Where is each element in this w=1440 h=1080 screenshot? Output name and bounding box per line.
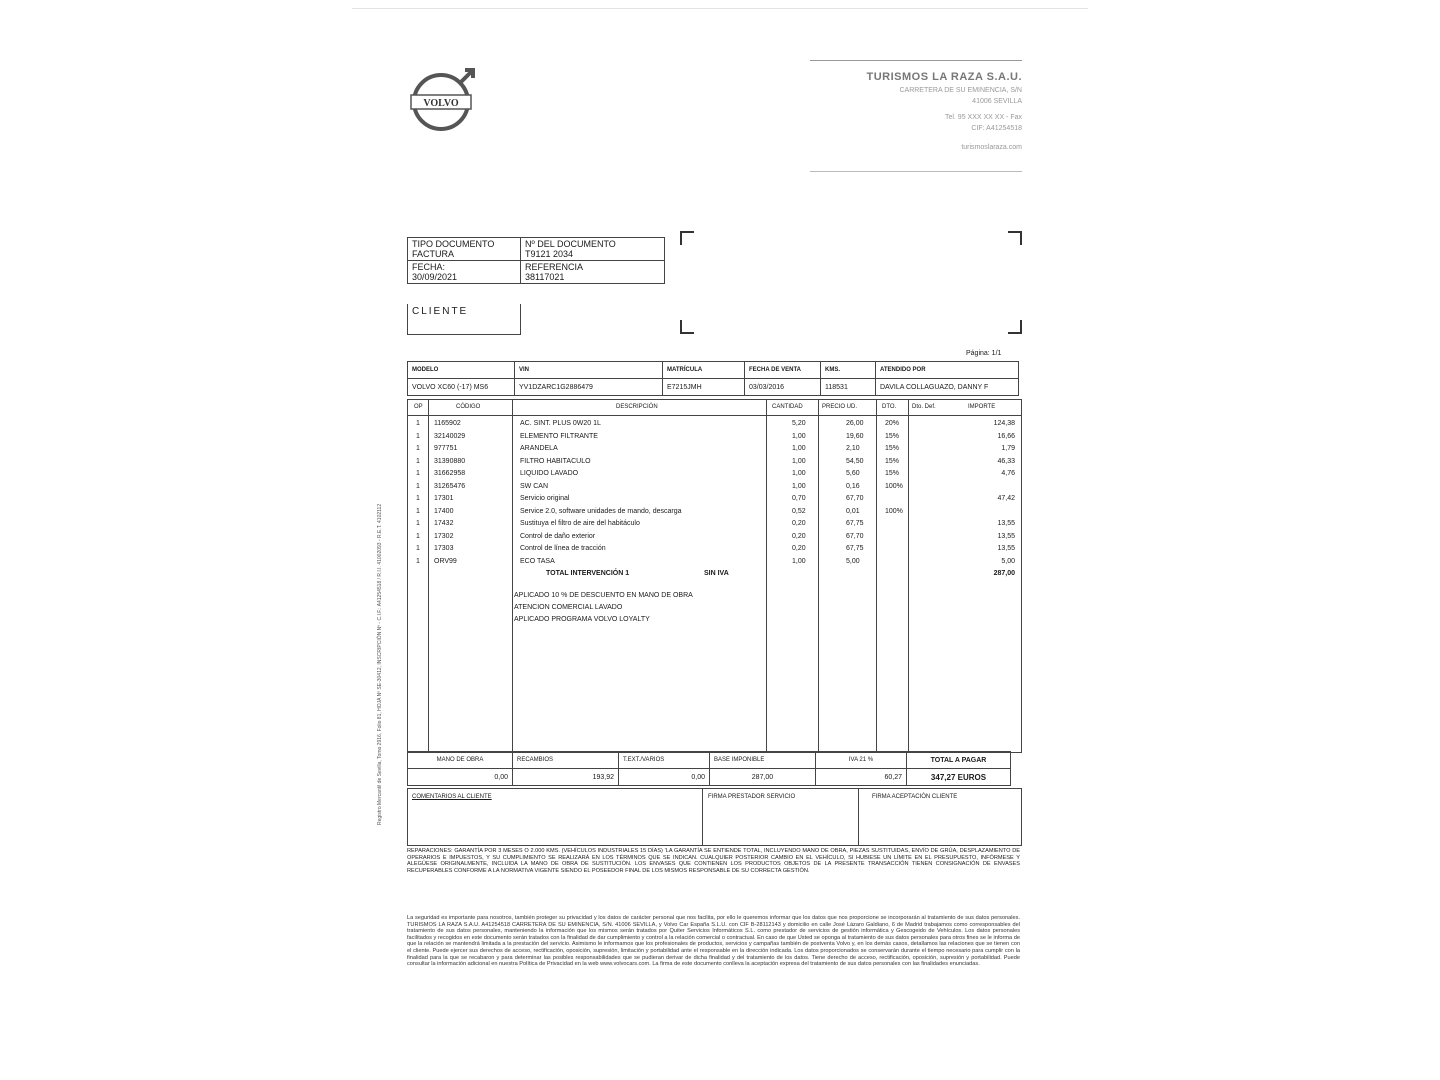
address-corner-tr xyxy=(1008,231,1022,245)
tot-header-mano-obra: MANO DE OBRA xyxy=(408,752,513,769)
line-codigo: 17301 xyxy=(434,495,454,502)
tot-total: 347,27 EUROS xyxy=(907,769,1011,786)
line-op: 1 xyxy=(416,507,420,515)
total-intervencion-row xyxy=(408,570,1021,582)
note-loyalty: APLICADO PROGRAMA VOLVO LOYALTY xyxy=(514,616,650,623)
line-descripcion: Servicio original xyxy=(520,495,570,502)
line-codigo: ORV99 xyxy=(434,557,457,565)
line-descripcion: ARANDELA xyxy=(520,445,558,452)
cliente-firma-cell xyxy=(868,789,961,845)
line-op: 1 xyxy=(416,432,420,440)
address-corner-br xyxy=(1008,320,1022,334)
veh-kms: 118531 xyxy=(821,379,876,396)
tot-header-text-varios: T.EXT./VARIOS xyxy=(619,752,710,769)
company-phone: Tel. 95 XXX XX XX - Fax xyxy=(944,114,1022,121)
line-dto: 100% xyxy=(885,507,903,515)
line-op: 1 xyxy=(416,445,420,452)
line-descripcion: FILTRO HABITACULO xyxy=(520,457,591,465)
line-dto: 100% xyxy=(885,482,903,490)
veh-header-kms: KMS. xyxy=(821,362,876,379)
line-importe: 16,66 xyxy=(997,432,1015,440)
line-op: 1 xyxy=(416,457,420,465)
line-dto: 15% xyxy=(885,457,900,465)
line-item-row xyxy=(408,545,1021,557)
page-number: Página: 1/1 xyxy=(966,350,1002,357)
veh-modelo: VOLVO XC60 (-17) MS6 xyxy=(408,379,515,396)
line-importe: 124,38 xyxy=(993,420,1015,427)
lines-header-precio: PRECIO UD. xyxy=(822,404,858,410)
line-precio: 26,00 xyxy=(846,420,864,427)
referencia-label: REFERENCIA xyxy=(525,262,584,272)
line-items-table xyxy=(407,399,1022,753)
line-descripcion: Control de daño exterior xyxy=(520,532,596,540)
line-item-row xyxy=(408,495,1021,507)
company-name: TURISMOS LA RAZA S.A.U. xyxy=(866,71,1022,83)
lines-header-cantidad: CANTIDAD xyxy=(772,404,803,410)
line-precio: 19,60 xyxy=(846,432,864,440)
page-top-rule xyxy=(352,8,1088,9)
lines-header-importe: IMPORTE xyxy=(968,404,996,410)
total-intervencion-value: 287,00 xyxy=(993,570,1015,577)
cliente-label: CLIENTE xyxy=(412,306,469,317)
total-sin-iva-label: SIN IVA xyxy=(704,570,729,577)
lines-header-op: OP xyxy=(414,404,423,410)
line-descripcion: LIQUIDO LAVADO xyxy=(520,470,579,477)
total-intervencion-label: TOTAL INTERVENCIÓN 1 xyxy=(546,570,630,577)
line-codigo: 31390880 xyxy=(434,457,466,465)
lines-header-dto-def: Dto. Def. xyxy=(912,404,936,410)
line-descripcion: Control de línea de tracción xyxy=(520,545,606,552)
line-importe: 5,00 xyxy=(1001,557,1015,565)
veh-header-vin: VIN xyxy=(515,362,663,379)
line-item-row xyxy=(408,470,1021,482)
line-codigo: 17302 xyxy=(434,532,454,540)
line-cantidad: 1,00 xyxy=(792,557,806,565)
line-importe: 13,55 xyxy=(997,520,1015,527)
document-info-table xyxy=(407,237,665,284)
line-codigo: 17400 xyxy=(434,507,454,515)
note-descuento: APLICADO 10 % DE DESCUENTO EN MANO DE OBRA xyxy=(514,592,693,599)
line-cantidad: 0,20 xyxy=(792,532,806,540)
line-cantidad: 1,00 xyxy=(792,445,806,452)
line-precio: 5,00 xyxy=(846,557,860,565)
veh-header-matricula: MATRÍCULA xyxy=(663,362,745,379)
line-cantidad: 5,20 xyxy=(792,420,806,427)
line-precio: 0,16 xyxy=(846,482,860,490)
prestador-label: FIRMA PRESTADOR SERVICIO xyxy=(708,794,796,800)
tipo-documento-value: FACTURA xyxy=(412,249,455,259)
comentarios-cell xyxy=(408,789,703,845)
line-codigo: 977751 xyxy=(434,445,458,452)
cliente-box xyxy=(407,304,521,335)
company-email: turismoslaraza.com xyxy=(961,144,1022,151)
line-op: 1 xyxy=(416,470,420,477)
prestador-cell xyxy=(704,789,859,845)
line-importe: 46,33 xyxy=(997,457,1015,465)
line-precio: 5,60 xyxy=(846,470,860,477)
line-precio: 67,75 xyxy=(846,520,864,527)
line-precio: 67,70 xyxy=(846,532,864,540)
veh-header-modelo: MODELO xyxy=(408,362,515,379)
tot-header-iva: IVA 21 % xyxy=(816,752,907,769)
numero-documento-label: Nº DEL DOCUMENTO xyxy=(525,239,616,249)
line-codigo: 1165902 xyxy=(434,420,461,427)
line-item-row xyxy=(408,533,1021,545)
logo-text: VOLVO xyxy=(423,98,459,109)
veh-header-atendido: ATENDIDO POR xyxy=(876,362,1019,379)
signature-box xyxy=(407,788,1022,846)
line-codigo: 17303 xyxy=(434,545,454,552)
line-precio: 67,70 xyxy=(846,495,864,502)
line-precio: 54,50 xyxy=(846,457,864,465)
cliente-firma-label: FIRMA ACEPTACIÓN CLIENTE xyxy=(872,794,958,800)
line-precio: 2,10 xyxy=(846,445,860,452)
veh-vin: YV1DZARC1G2886479 xyxy=(515,379,663,396)
line-item-row xyxy=(408,508,1021,520)
line-cantidad: 1,00 xyxy=(792,457,806,465)
line-descripcion: Service 2.0, software unidades de mando, descarga xyxy=(520,507,682,515)
line-op: 1 xyxy=(416,545,420,552)
line-op: 1 xyxy=(416,495,420,502)
line-item-row xyxy=(408,458,1021,470)
line-cantidad: 1,00 xyxy=(792,432,806,440)
line-importe: 47,42 xyxy=(997,495,1015,502)
company-block xyxy=(810,60,1022,172)
line-importe: 13,55 xyxy=(997,532,1015,540)
tot-iva: 60,27 xyxy=(816,769,907,786)
tot-mano-obra: 0,00 xyxy=(408,769,513,786)
line-precio: 0,01 xyxy=(846,507,860,515)
line-cantidad: 0,52 xyxy=(792,507,806,515)
line-dto: 20% xyxy=(885,420,900,427)
line-codigo: 17432 xyxy=(434,520,454,527)
lines-header-descripcion: DESCRIPCIÓN xyxy=(616,404,658,410)
veh-header-fecha-venta: FECHA DE VENTA xyxy=(745,362,821,379)
line-importe: 1,79 xyxy=(1001,445,1015,452)
lines-header-codigo: CÓDIGO xyxy=(456,404,481,410)
comentarios-label: COMENTARIOS AL CLIENTE xyxy=(412,794,492,800)
line-op: 1 xyxy=(416,520,420,527)
fecha-value: 30/09/2021 xyxy=(412,272,458,282)
line-descripcion: AC. SINT. PLUS 0W20 1L xyxy=(520,420,601,427)
line-op: 1 xyxy=(416,557,420,565)
fecha-label: FECHA: xyxy=(412,262,446,272)
line-codigo: 31265476 xyxy=(434,482,466,490)
line-cantidad: 1,00 xyxy=(792,470,806,477)
line-dto: 15% xyxy=(885,445,900,452)
line-item-row xyxy=(408,420,1021,432)
line-cantidad: 0,70 xyxy=(792,495,806,502)
address-corner-tl xyxy=(680,231,694,245)
volvo-logo xyxy=(405,58,485,138)
veh-fecha-venta: 03/03/2016 xyxy=(745,379,821,396)
line-descripcion: ELEMENTO FILTRANTE xyxy=(520,432,598,440)
company-cif: CIF: A41254518 xyxy=(971,125,1022,132)
vehicle-table xyxy=(407,361,1019,396)
tot-base: 287,00 xyxy=(710,769,816,786)
line-cantidad: 0,20 xyxy=(792,520,806,527)
legal-warranty-text: REPARACIONES: GARANTÍA POR 3 MESES O 2.000 KMS. (VEHÍCULOS INDUSTRIALES 15 DÍAS) 'LA GARANTÍA SE ENTIENDE TOTAL, INCLUYENDO MANO DE OBRA, PIEZAS SUSTITUIDAS, ENVÍO DE GRÚA, DESPLAZAMIENTO DE OPERARIOS E IMPUESTOS, Y SU CUMPLIMIENTO SE REALIZARÁ EN LOS TÉRMINOS QUE SE INDICAN. CUALQUIER POSTERIOR CAMBIO EN EL VEHÍCULO, SI HUBIESE UN LÍMITE EN EL PRESUPUESTO, INFÓRMESE Y ALEGÚESE ORIGINALMENTE, INCLUIDA LA MANO DE OBRA DE SUSTITUCIÓN. LOS ENVASES QUE CONTIENEN LOS PRODUCTOS OBJETOS DE LA PRESENTE TRANSACCIÓN TIENEN CONSIGNACIÓN DE ENVASES RECUPERABLES CONFORME A LA NORMATIVA VIGENTE SIENDO EL POSEEDOR FINAL DE LOS MISMOS RESPONSABLE DE SU CORRECTA GESTIÓN. xyxy=(407,848,1020,874)
line-op: 1 xyxy=(416,532,420,540)
line-item-row xyxy=(408,433,1021,445)
tipo-documento-label: TIPO DOCUMENTO xyxy=(412,239,495,249)
line-dto: 15% xyxy=(885,470,900,477)
company-city: 41006 SEVILLA xyxy=(972,98,1022,105)
line-cantidad: 0,20 xyxy=(792,545,806,552)
tot-header-base: BASE IMPONIBLE xyxy=(710,752,816,769)
totals-table xyxy=(407,751,1011,786)
line-item-row xyxy=(408,445,1021,457)
tot-text-varios: 0,00 xyxy=(619,769,710,786)
line-dto: 15% xyxy=(885,432,900,440)
address-corner-bl xyxy=(680,320,694,334)
company-address: CARRETERA DE SU EMINENCIA, S/N xyxy=(899,87,1022,94)
line-precio: 67,75 xyxy=(846,545,864,552)
note-atencion: ATENCION COMERCIAL LAVADO xyxy=(514,604,623,611)
line-descripcion: SW CAN xyxy=(520,482,548,490)
line-item-row xyxy=(408,558,1021,570)
line-cantidad: 1,00 xyxy=(792,482,806,490)
line-codigo: 32140029 xyxy=(434,432,466,440)
tot-header-total: TOTAL A PAGAR xyxy=(907,752,1011,769)
tot-header-recambios: RECAMBIOS xyxy=(513,752,619,769)
line-codigo: 31662958 xyxy=(434,470,466,477)
tot-recambios: 193,92 xyxy=(513,769,619,786)
numero-documento-value: T9121 2034 xyxy=(525,249,574,259)
referencia-value: 38117021 xyxy=(525,272,565,282)
veh-matricula: E7215JMH xyxy=(663,379,745,396)
registry-note: Registro Mercantil de Sevilla, Tomo 2916, Folio 81, HOJA Nº SE-30412, INSCRIPCIÓN Nº - C.I.F.: A41254518 / R.I.I. 41002093 - R.E.T. 4102112 xyxy=(377,503,383,825)
line-op: 1 xyxy=(416,420,420,427)
line-importe: 13,55 xyxy=(997,545,1015,552)
line-descripcion: ECO TASA xyxy=(520,557,555,565)
line-item-row xyxy=(408,520,1021,532)
lines-header-dto: DTO. xyxy=(882,404,897,410)
veh-atendido: DAVILA COLLAGUAZO, DANNY F xyxy=(876,379,1019,396)
line-descripcion: Sustituya el filtro de aire del habitáculo xyxy=(520,520,640,527)
line-op: 1 xyxy=(416,482,420,490)
line-item-row xyxy=(408,483,1021,495)
legal-privacy-text: La seguridad es importante para nosotros, también proteger su privacidad y los datos de carácter personal que nos facilita, por ello le queremos informar que los datos que nos proporcione se incorporarán al tratamiento de sus datos personales. TURISMOS LA RAZA S.A.U. A41254518 CARRETERA DE SU EMINENCIA, S/N. 41006 SEVILLA, y Volvo Car España S.L.U. con CIF B-28112143 y domicilio en calle José Lázaro Galdiano, 6 de Madrid trabajamos como corresponsables del tratamiento de sus datos personales, manteniendo la información que los mismos serán tratados por Quiter Servicios Informáticos S.L. como prestador de servicios de gestión informática y Gescogeido de Vehículos. Los datos personales facilitados y recogidos en este documento serán tratados con la finalidad de dar cumplimiento y control a la relación comercial o contractual. En caso de que Usted se oponga al tratamiento de sus datos personales para otros fines se le informa de que la relación se mantendrá limitada a la prestación del servicio. Asimismo le informamos que los profesionales de productos, servicios y campañas también de postventa Volvo y, en los demás casos, detallamos las relaciones que se tienen con el cliente. Puede ejercer sus derechos de acceso, rectificación, oposición, supresión, limitación y portabilidad ante el responsable en la dirección indicada. Los datos proporcionados se conservarán durante el tiempo necesario para cumplir con la finalidad para la que se recabaron y para determinar las posibles responsabilidades que se pudieran derivar de dicha finalidad y del tratamiento de los datos. Tiene derecho de acceso, rectificación, oposición, supresión y portabilidad. Puede consultar la información adicional en nuestra Política de Privacidad en la web www.volvocars.com. La firma de este documento conlleva la aceptación expresa del tratamiento de sus datos personales con las finalidades enunciadas. xyxy=(407,915,1020,968)
line-importe: 4,76 xyxy=(1001,470,1015,477)
